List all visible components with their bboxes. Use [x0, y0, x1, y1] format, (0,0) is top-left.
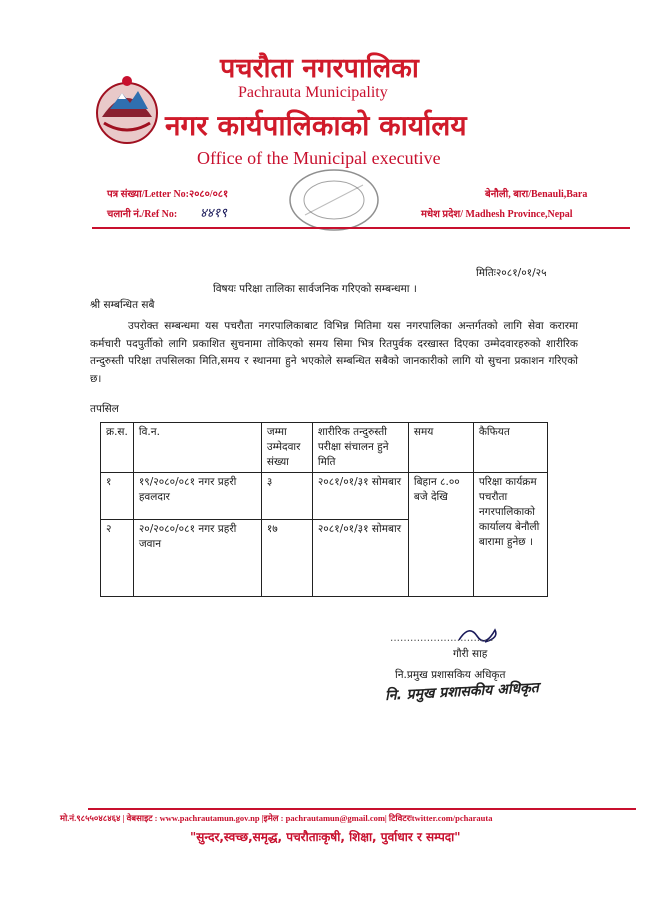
letter-body-text: उपरोक्त सम्बन्धमा यस पचरौता नगरपालिकाबाट विभिन्न मितिमा यस नगरपालिका अन्तर्गतको लागि सेवा करारमा कर्मचारी पदपुर्तीको लागि प्रकाशित सुचनामा तोकिएको समय सिमा भित्र रितपुर्वक दरखास्त दिएका उम्मेदवारहरुको शारीरिक तन्दुरुस्ती परिक्षा तपसिलका मिति,समय र स्थानमा हुने भएकोले सम्बन्धित सबैको जानकारीको लागि यो सुचना प्रकाशन गरिएको छ।	[90, 320, 578, 385]
exam-schedule-table	[100, 422, 548, 597]
letter-date: मितिः२०८१/०१/२५	[476, 267, 547, 279]
row2-sn: २	[101, 520, 134, 597]
header-date: शारीरिक तन्दुरुस्ती परीक्षा संचालन हुने मिति	[312, 423, 408, 473]
ref-number-value: ४४१९	[200, 205, 228, 220]
signature-dots: ...............................	[390, 632, 494, 644]
footer-divider	[88, 808, 636, 810]
letter-number: पत्र संख्या/Letter No:२०८०/०८१	[107, 189, 229, 200]
header-divider	[92, 227, 630, 229]
office-title-np: नगर कार्यपालिकाको कार्यालय	[165, 109, 467, 142]
header-vn: वि.न.	[133, 423, 261, 473]
header-remarks: कैफियत	[473, 423, 547, 473]
signatory-name: गौरी साह	[453, 648, 488, 660]
time-cell: बिहान ८.०० बजे देखि	[408, 473, 473, 597]
signatory-designation: नि.प्रमुख प्रशासकिय अधिकृत	[395, 669, 506, 681]
office-title-en: Office of the Municipal executive	[197, 148, 441, 168]
header-time: समय	[408, 423, 473, 473]
row1-date: २०८१/०१/३१ सोमबार	[312, 473, 408, 520]
row1-count: ३	[261, 473, 312, 520]
province: मधेश प्रदेश/ Madhesh Province,Nepal	[421, 209, 573, 220]
salutation: श्री सम्बन्धित सबै	[90, 299, 155, 311]
municipality-emblem-icon	[92, 73, 162, 145]
address: बेनौली, बारा/Benauli,Bara	[485, 189, 588, 200]
footer-motto: "सुन्दर,स्वच्छ,समृद्ध, पचरौताःकृषी, शिक्षा, पुर्वाधार र सम्पदा"	[190, 830, 461, 844]
header-sn: क्र.स.	[101, 423, 134, 473]
table-header-row	[101, 423, 548, 473]
letter-subject: विषयः परिक्षा तालिका सार्वजनिक गरिएको सम्बन्धमा ।	[213, 283, 417, 295]
row2-date: २०८१/०१/३१ सोमबार	[312, 520, 408, 597]
row1-vn: १९/२०८०/०८१ नगर प्रहरी हवलदार	[133, 473, 261, 520]
designation-stamp: नि. प्रमुख प्रशासकीय अधिकृत	[384, 679, 540, 705]
header-count: जम्मा उम्मेदवार संख्या	[261, 423, 312, 473]
tapasil-label: तपसिल	[90, 403, 119, 415]
remarks-cell: परिक्षा कार्यक्रम पचरौता नगरपालिकाको कार्यालय बेनौली बारामा हुनेछ ।	[473, 473, 547, 597]
row2-count: १७	[261, 520, 312, 597]
municipality-title-en: Pachrauta Municipality	[238, 84, 388, 101]
ref-number-label: चलानी नं./Ref No:	[107, 209, 178, 220]
footer-contact: मो.नं.९८५५०४८४६४ | वेबसाइट : www.pachrautamun.gov.np |इमेल : pachrautamun@gmail.com| टिविटरःtwitter.com/pcharauta	[60, 813, 493, 823]
letter-body	[90, 318, 578, 388]
office-stamp-icon	[285, 165, 383, 235]
table-row	[101, 473, 548, 520]
municipality-title-np: पचरौता नगरपालिका	[220, 53, 419, 84]
row1-sn: १	[101, 473, 134, 520]
row2-vn: २०/२०८०/०८१ नगर प्रहरी जवान	[133, 520, 261, 597]
